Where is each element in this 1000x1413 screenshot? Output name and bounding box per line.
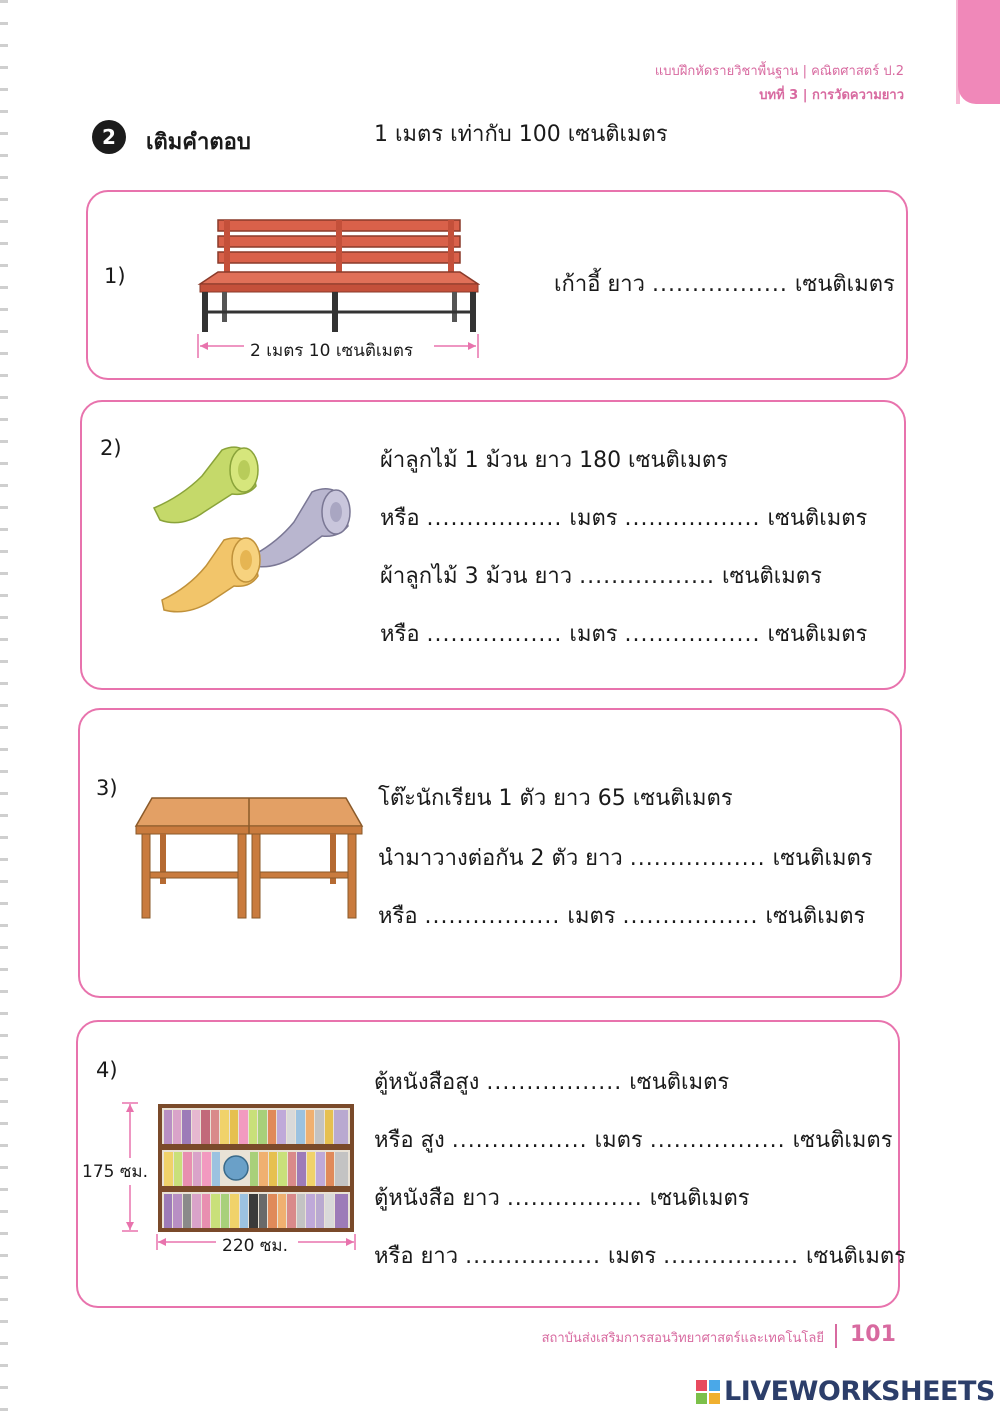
bench-length-label: 2 เมตร 10 เซนติเมตร <box>250 341 414 361</box>
answer-blank[interactable]: ................. <box>624 622 761 647</box>
liveworksheets-logo-icon <box>696 1380 720 1404</box>
bench-illustration <box>196 216 480 334</box>
q3-line-1: โต๊ะนักเรียน 1 ตัว ยาว 65 เซนติเมตร <box>378 786 733 811</box>
bookshelf-illustration <box>158 1104 354 1232</box>
footer-publisher: สถาบันส่งเสริมการสอนวิทยาศาสตร์และเทคโนโลยี <box>541 1331 824 1346</box>
answer-blank[interactable]: ................. <box>629 846 766 871</box>
answer-blank[interactable]: ................. <box>663 1244 800 1269</box>
q3-line-3: หรือ ................. เมตร ................. เซนติเมตร <box>378 904 866 929</box>
answer-blank[interactable]: ................. <box>624 506 761 531</box>
answer-blank[interactable]: ................. <box>424 904 561 929</box>
q4-line-1: ตู้หนังสือสูง ................. เซนติเมตร <box>374 1070 730 1095</box>
answer-blank[interactable]: ................. <box>506 1186 643 1211</box>
question-number: 4) <box>96 1058 118 1082</box>
binding-holes <box>0 0 8 1413</box>
question-number: 2) <box>100 436 122 460</box>
answer-blank[interactable]: ................. <box>486 1070 623 1095</box>
liveworksheets-watermark <box>696 1376 995 1407</box>
conversion-fact: 1 เมตร เท่ากับ 100 เซนติเมตร <box>374 122 668 147</box>
q2-line-1: ผ้าลูกไม้ 1 ม้วน ยาว 180 เซนติเมตร <box>380 448 728 473</box>
section-instruction: เติมคำตอบ <box>146 130 251 155</box>
header-course: แบบฝึกหัดรายวิชาพื้นฐาน | คณิตศาสตร์ ป.2 <box>654 64 904 79</box>
q4-line-4: หรือ ยาว ................. เมตร ................. เซนติเมตร <box>374 1244 906 1269</box>
bookshelf-width-label: 220 ซม. <box>222 1236 288 1256</box>
q2-line-2: หรือ ................. เมตร ................. เซนติเมตร <box>380 506 868 531</box>
page-number: 101 <box>850 1322 896 1347</box>
footer-divider <box>835 1324 837 1348</box>
answer-blank[interactable]: ................. <box>649 1128 786 1153</box>
answer-blank[interactable]: ................. <box>465 1244 602 1269</box>
question-number: 3) <box>96 776 118 800</box>
question-2-box <box>80 400 906 690</box>
q3-line-2: นำมาวางต่อกัน 2 ตัว ยาว ................. เซนติเมตร <box>378 846 873 871</box>
q1-answer-line: เก้าอี้ ยาว ................. เซนติเมตร <box>554 272 895 297</box>
answer-blank[interactable]: ................. <box>426 622 563 647</box>
chapter-side-tab <box>958 0 1000 104</box>
answer-blank[interactable]: ................. <box>622 904 759 929</box>
q4-line-2: หรือ สูง ................. เมตร ................. เซนติเมตร <box>374 1128 893 1153</box>
answer-blank[interactable]: ................. <box>426 506 563 531</box>
answer-blank[interactable]: ................. <box>451 1128 588 1153</box>
question-3-box <box>78 708 902 998</box>
q2-line-3: ผ้าลูกไม้ 3 ม้วน ยาว ................. เซนติเมตร <box>380 564 822 589</box>
answer-blank[interactable]: ................. <box>652 272 788 297</box>
q4-line-3: ตู้หนังสือ ยาว ................. เซนติเมตร <box>374 1186 750 1211</box>
answer-blank[interactable]: ................. <box>579 564 715 589</box>
section-number: 2 <box>92 120 126 154</box>
question-1-box <box>86 190 908 380</box>
question-number: 1) <box>104 264 126 288</box>
question-4-box <box>76 1020 906 1308</box>
two-desks-illustration <box>134 796 364 920</box>
bookshelf-height-label: 175 ซม. <box>82 1158 148 1185</box>
lace-fabric-rolls-illustration <box>152 436 362 616</box>
header-chapter: บทที่ 3 | การวัดความยาว <box>759 88 904 103</box>
liveworksheets-text: LIVEWORKSHEETS <box>724 1376 995 1407</box>
q2-line-4: หรือ ................. เมตร ................. เซนติเมตร <box>380 622 868 647</box>
